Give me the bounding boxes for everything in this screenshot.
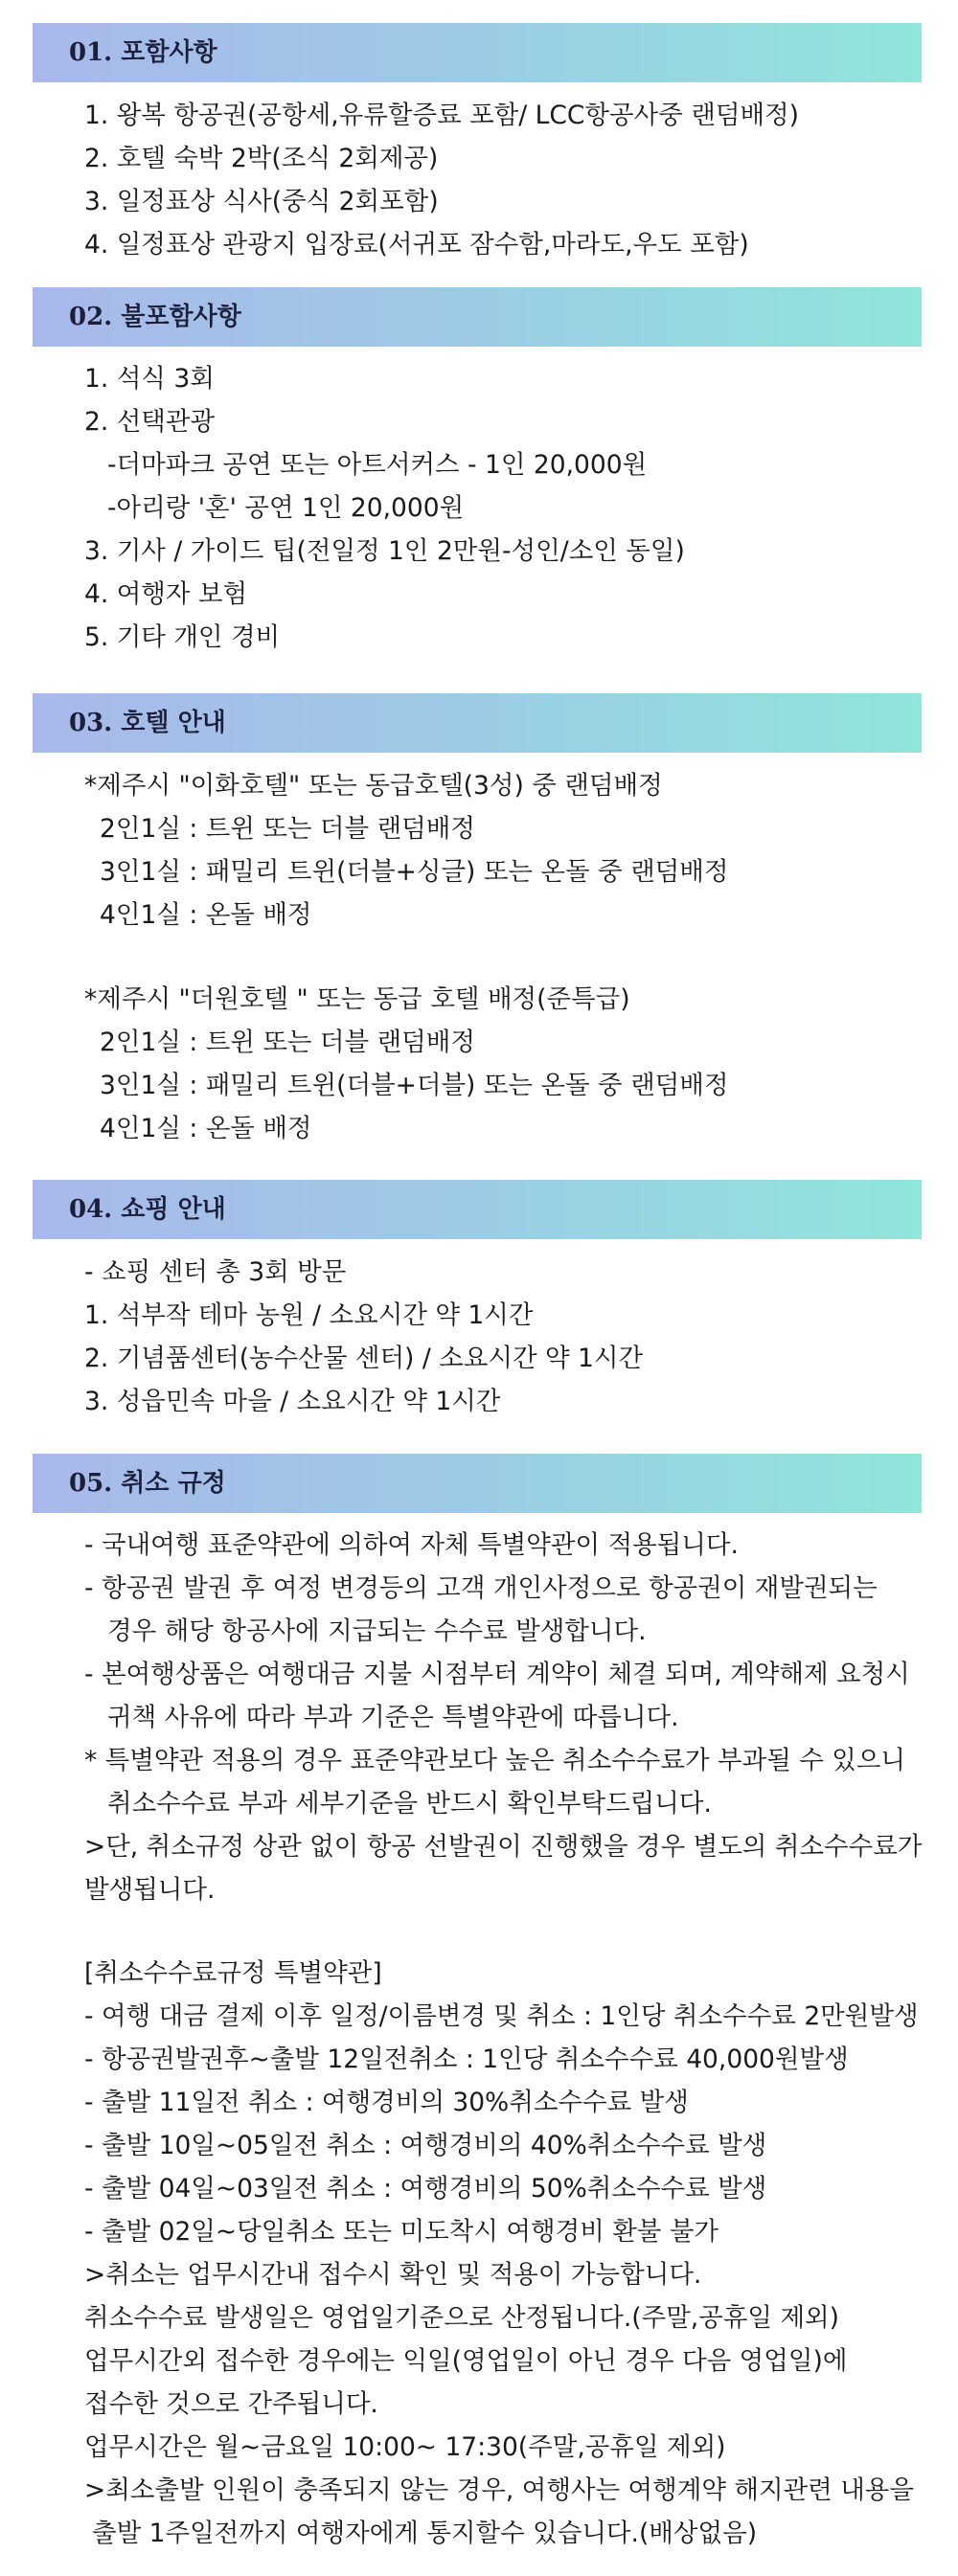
section-header-cancellation <box>33 1454 922 1513</box>
cancellation-note: 접수한 것으로 간주됩니다. <box>84 2389 378 2419</box>
section-header-shopping <box>33 1180 922 1239</box>
hotel-room-line: 2인1실 : 트윈 또는 더블 랜덤배정 <box>100 1028 475 1057</box>
excluded-item: 2. 선택관광 <box>84 407 216 437</box>
section-title: 02. 불포함사항 <box>69 303 241 331</box>
cancellation-line: 취소수수료 부과 세부기준을 반드시 확인부탁드립니다. <box>107 1789 712 1819</box>
cancellation-line: >단, 취소규정 상관 없이 항공 선발권이 진행했을 경우 별도의 취소수수료가 <box>84 1832 923 1862</box>
hotel-line: *제주시 "이화호텔" 또는 동급호텔(3성) 중 랜덤배정 <box>84 771 663 801</box>
cancellation-note: 출발 1주일전까지 여행자에게 통지할수 있습니다.(배상없음) <box>92 2519 758 2548</box>
hotel-room-line: 2인1실 : 트윈 또는 더블 랜덤배정 <box>100 814 475 844</box>
cancellation-fee-line: - 출발 04일~03일전 취소 : 여행경비의 50%취소수수료 발생 <box>84 2174 767 2203</box>
section-title: 05. 취소 규정 <box>69 1469 226 1498</box>
section-header-included <box>33 23 922 82</box>
included-item: 4. 일정표상 관광지 입장료(서귀포 잠수함,마라도,우도 포함) <box>84 230 749 260</box>
cancellation-line: 귀책 사유에 따라 부과 기준은 특별약관에 따릅니다. <box>107 1703 679 1732</box>
hotel-line: *제주시 "더원호텔 " 또는 동급 호텔 배정(준특급) <box>84 984 630 1014</box>
cancellation-line: 경우 해당 항공사에 지급되는 수수료 발생합니다. <box>107 1616 647 1646</box>
cancellation-line: - 항공권 발권 후 여정 변경등의 고객 개인사정으로 항공권이 재발권되는 <box>84 1573 878 1603</box>
cancellation-note: >취소는 업무시간내 접수시 확인 및 적용이 가능합니다. <box>84 2260 702 2290</box>
excluded-item: 4. 여행자 보험 <box>84 579 248 609</box>
section-header-hotel <box>33 693 922 753</box>
cancellation-line: 발생됩니다. <box>84 1875 216 1905</box>
shopping-item: 2. 기념품센터(농수산물 센터) / 소요시간 약 1시간 <box>84 1344 644 1373</box>
section-title: 03. 호텔 안내 <box>69 709 226 737</box>
hotel-room-line: 4인1실 : 온돌 배정 <box>100 1114 312 1143</box>
excluded-subitem: -더마파크 공연 또는 아트서커스 - 1인 20,000원 <box>107 450 648 480</box>
included-item: 3. 일정표상 식사(중식 2회포함) <box>84 187 439 216</box>
hotel-room-line: 3인1실 : 패밀리 트윈(더블+싱글) 또는 온돌 중 랜덤배정 <box>100 857 729 887</box>
section-header-excluded <box>33 287 922 347</box>
included-item: 1. 왕복 항공권(공항세,유류할증료 포함/ LCC항공사중 랜덤배정) <box>84 101 799 130</box>
hotel-room-line: 3인1실 : 패밀리 트윈(더블+더블) 또는 온돌 중 랜덤배정 <box>100 1071 729 1100</box>
excluded-item: 5. 기타 개인 경비 <box>84 622 281 652</box>
cancellation-line: - 본여행상품은 여행대금 지불 시점부터 계약이 체결 되며, 계약해제 요청시 <box>84 1660 910 1689</box>
hotel-room-line: 4인1실 : 온돌 배정 <box>100 900 312 930</box>
cancellation-fee-line: - 출발 11일전 취소 : 여행경비의 30%취소수수료 발생 <box>84 2088 689 2117</box>
section-title: 04. 쇼핑 안내 <box>69 1195 226 1224</box>
shopping-item: - 쇼핑 센터 총 3회 방문 <box>84 1257 347 1287</box>
excluded-subitem: -아리랑 '혼' 공연 1인 20,000원 <box>107 493 465 523</box>
cancellation-fee-heading: [취소수수료규정 특별약관] <box>84 1958 382 1988</box>
business-hours: 업무시간은 월~금요일 10:00~ 17:30(주말,공휴일 제외) <box>84 2432 726 2462</box>
cancellation-note: >최소출발 인원이 충족되지 않는 경우, 여행사는 여행계약 해지관련 내용을 <box>84 2475 914 2505</box>
cancellation-fee-line: - 출발 02일~당일취소 또는 미도착시 여행경비 환불 불가 <box>84 2217 719 2247</box>
cancellation-fee-line: - 여행 대금 결제 이후 일정/이름변경 및 취소 : 1인당 취소수수료 2만원발생 <box>84 2001 919 2031</box>
cancellation-line: * 특별약관 적용의 경우 표준약관보다 높은 취소수수료가 부과될 수 있으니 <box>84 1746 906 1775</box>
cancellation-line: - 국내여행 표준약관에 의하여 자체 특별약관이 적용됩니다. <box>84 1530 739 1560</box>
excluded-item: 3. 기사 / 가이드 팁(전일정 1인 2만원-성인/소인 동일) <box>84 536 685 566</box>
shopping-item: 1. 석부작 테마 농원 / 소요시간 약 1시간 <box>84 1300 534 1330</box>
cancellation-fee-line: - 항공권발권후~출발 12일전취소 : 1인당 취소수수료 40,000원발생 <box>84 2045 849 2074</box>
cancellation-fee-line: - 출발 10일~05일전 취소 : 여행경비의 40%취소수수료 발생 <box>84 2131 767 2160</box>
included-item: 2. 호텔 숙박 2박(조식 2회제공) <box>84 144 439 173</box>
cancellation-note: 업무시간외 접수한 경우에는 익일(영업일이 아닌 경우 다음 영업일)에 <box>84 2346 848 2376</box>
shopping-item: 3. 성읍민속 마을 / 소요시간 약 1시간 <box>84 1387 501 1416</box>
section-title: 01. 포함사항 <box>69 38 217 67</box>
excluded-item: 1. 석식 3회 <box>84 364 215 394</box>
cancellation-note: 취소수수료 발생일은 영업일기준으로 산정됩니다.(주말,공휴일 제외) <box>84 2303 839 2333</box>
